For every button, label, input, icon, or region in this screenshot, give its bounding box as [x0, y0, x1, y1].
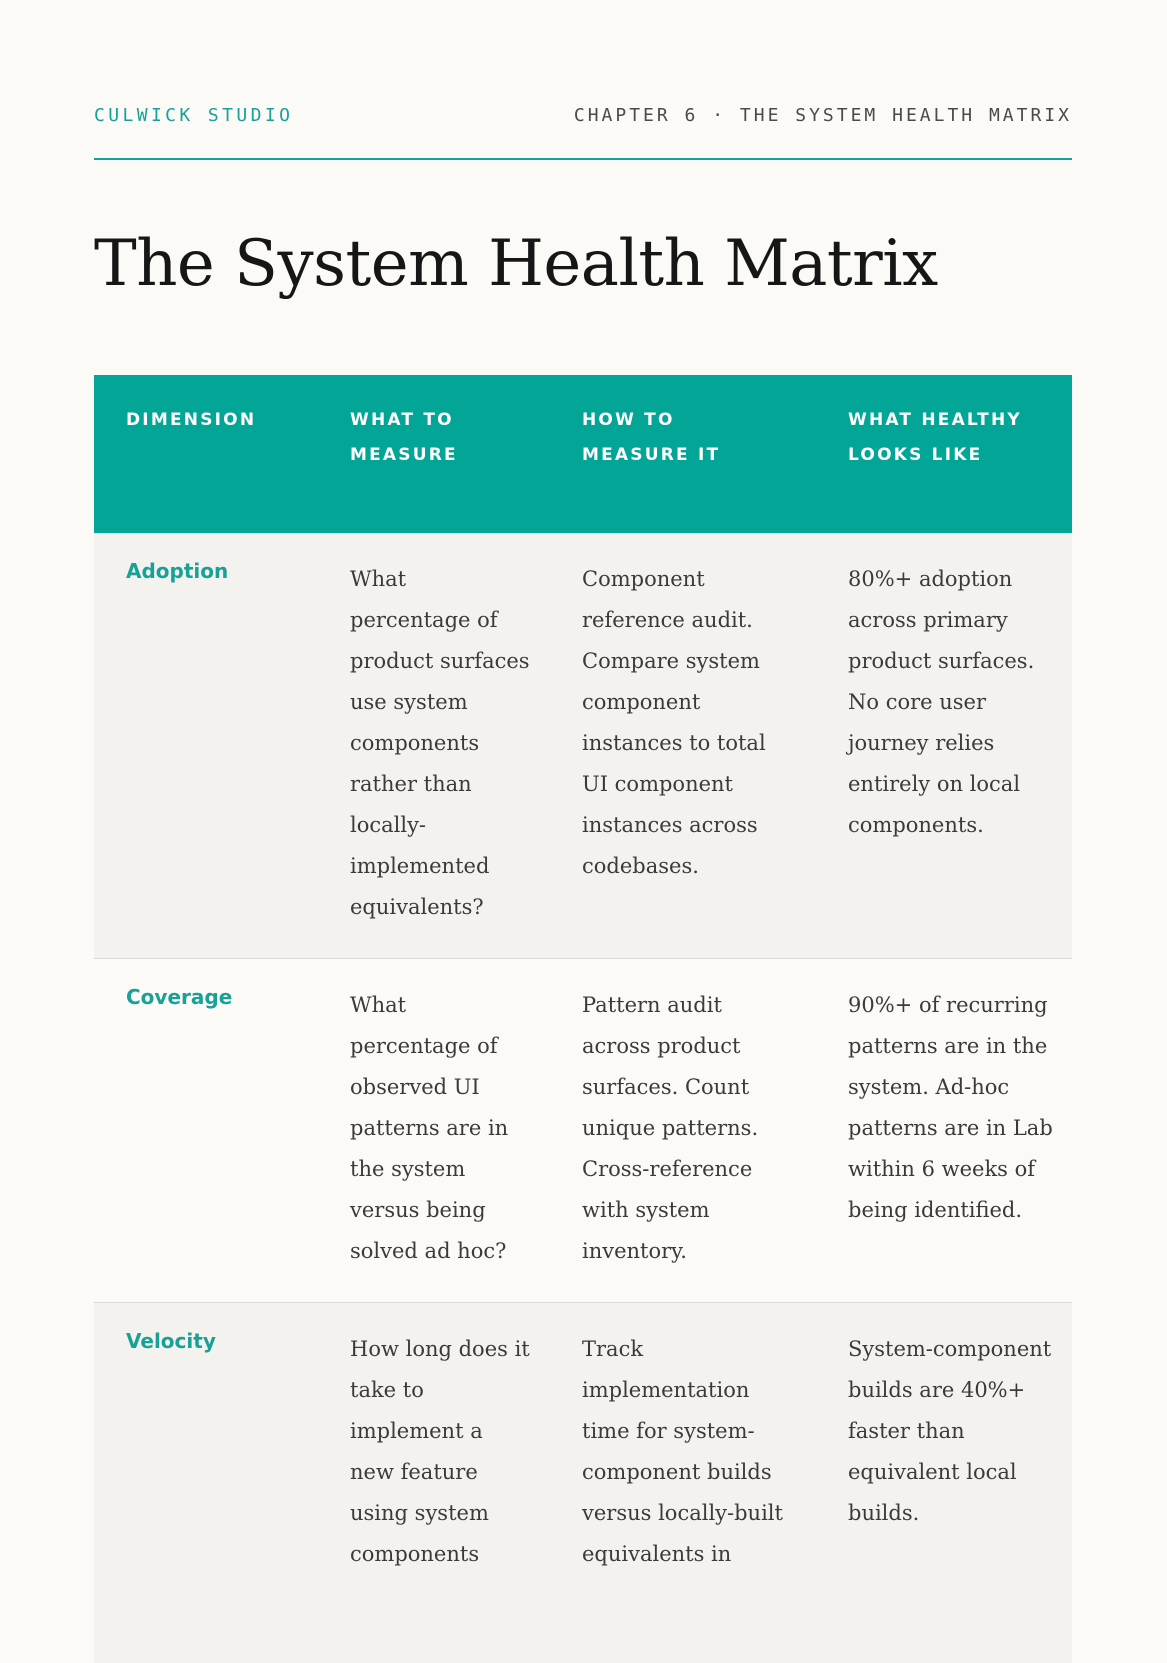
how-to-measure-cell: Track implementation time for system-component builds versus locally-built equivalents in — [582, 1337, 783, 1566]
how-to-measure-cell: Component reference audit. Compare system component instances to total UI component instances across codebases. — [582, 567, 766, 878]
column-header-how-to-measure: HOW TO MEASURE IT — [582, 410, 721, 465]
table-row — [94, 959, 1072, 1303]
page-title: The System Health Matrix — [94, 227, 938, 301]
dimension-label: Adoption — [126, 559, 229, 583]
studio-name: CULWICK STUDIO — [94, 104, 294, 126]
healthy-looks-like-cell: System-component builds are 40%+ faster than equivalent local builds. — [848, 1337, 1052, 1525]
chapter-label: CHAPTER 6 · THE SYSTEM HEALTH MATRIX — [573, 104, 1072, 126]
healthy-looks-like-cell: 80%+ adoption across primary product surfaces. No core user journey relies entirely on local components. — [848, 567, 1035, 837]
dimension-label: Velocity — [126, 1329, 216, 1353]
column-header-what-to-measure: WHAT TO MEASURE — [350, 410, 458, 465]
what-to-measure-cell: What percentage of product surfaces use system components rather than locally-implemented equivalents? — [350, 567, 530, 919]
table-row — [94, 1303, 1072, 1663]
healthy-looks-like-cell: 90%+ of recurring patterns are in the system. Ad-hoc patterns are in Lab within 6 weeks of being identified. — [848, 993, 1053, 1222]
column-header-healthy: WHAT HEALTHY LOOKS LIKE — [848, 410, 1022, 465]
how-to-measure-cell: Pattern audit across product surfaces. Count unique patterns. Cross-reference with system inventory. — [582, 993, 759, 1263]
header-divider — [94, 158, 1072, 160]
table-row — [94, 533, 1072, 959]
dimension-label: Coverage — [126, 985, 233, 1009]
column-header-dimension: DIMENSION — [126, 410, 257, 430]
what-to-measure-cell: What percentage of observed UI patterns are in the system versus being solved ad hoc? — [350, 993, 509, 1263]
system-health-matrix-table — [94, 375, 1072, 1663]
what-to-measure-cell: How long does it take to implement a new feature using system components — [350, 1337, 530, 1566]
table-header-row — [94, 375, 1072, 533]
running-header — [94, 100, 1072, 130]
